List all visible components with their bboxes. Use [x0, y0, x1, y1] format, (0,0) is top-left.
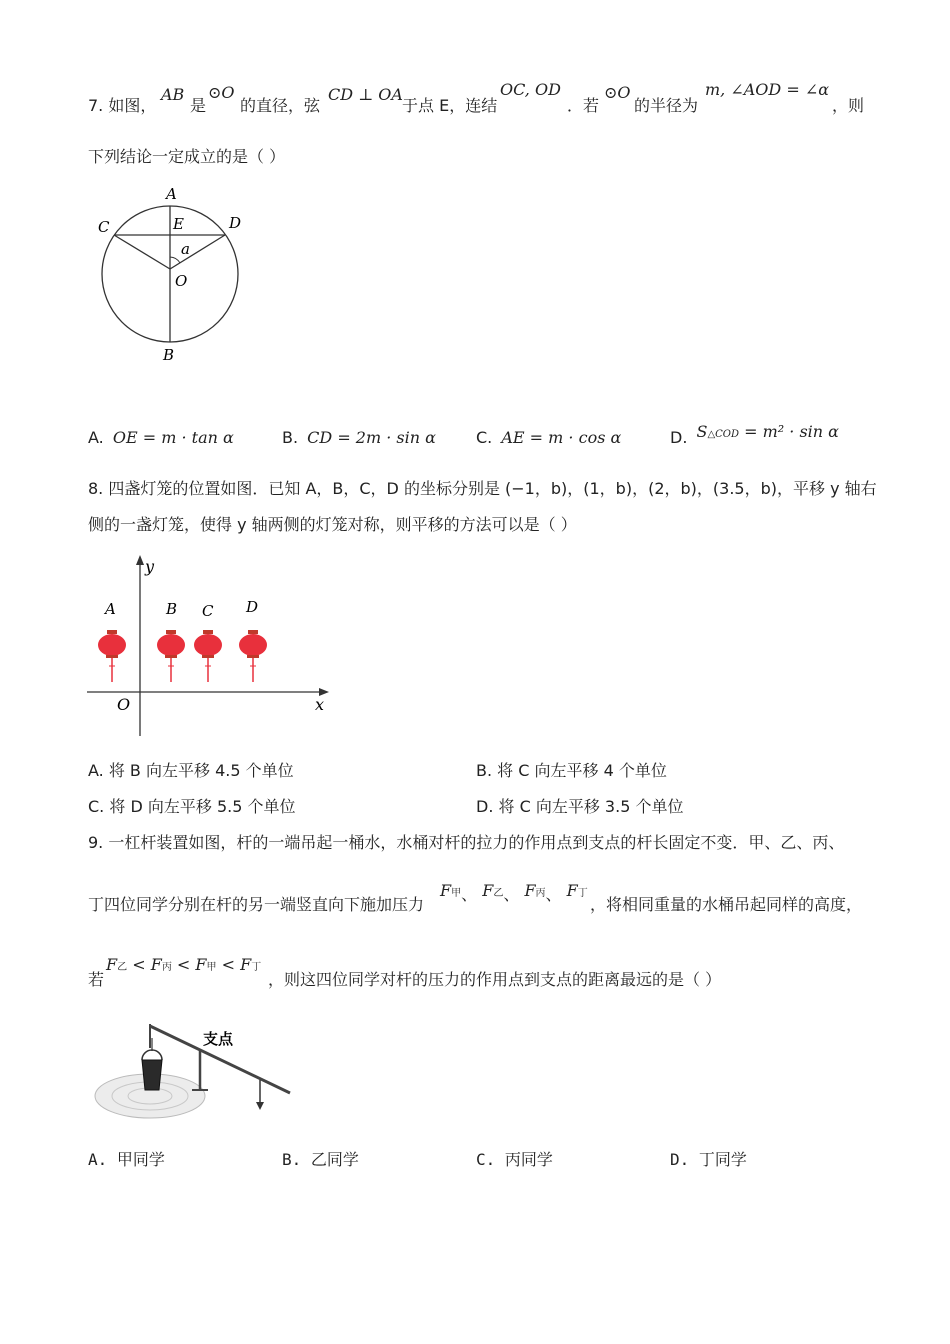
- q7-label-e: E: [173, 215, 184, 233]
- q7-option-c[interactable]: [476, 428, 621, 447]
- q9-line3-pre: 若: [88, 970, 105, 989]
- q9-option-b[interactable]: [282, 1147, 359, 1170]
- q7-cd-perp-oa: CD ⊥ OA: [328, 85, 403, 104]
- q7-circle-figure: [95, 185, 255, 365]
- q7-ab: AB: [161, 85, 185, 104]
- option-expr-sub: △COD: [707, 429, 740, 440]
- q7-comma-then: ，则: [832, 96, 865, 115]
- q7-option-b[interactable]: [282, 428, 436, 447]
- q7-m-angle: m, ∠AOD = ∠α: [705, 80, 830, 99]
- q9-bucket-handle: [142, 1050, 162, 1060]
- force-sub-jia: 甲: [451, 888, 462, 899]
- q7-oc-od: OC, OD: [500, 80, 561, 99]
- q7-label-b: B: [163, 346, 175, 364]
- q7-line2: 下列结论一定成立的是（ ）: [88, 147, 286, 166]
- ineq-sub: 丁: [251, 962, 262, 973]
- q8-label-b: B: [166, 600, 178, 618]
- q8-label-c: C: [202, 602, 214, 620]
- option-label: A.: [88, 1150, 108, 1169]
- q9-fulcrum-label: 支点: [203, 1030, 234, 1048]
- q9-line3-post: ，则这四位同学对杆的压力的作用点到支点的距离最远的是（ ）: [268, 970, 722, 989]
- option-expr-s: S: [696, 422, 708, 441]
- q7-radius-text: 的半径为: [634, 96, 699, 115]
- force-sub-ding: 丁: [577, 888, 588, 899]
- q9-line1: 9. 一杠杆装置如图，杆的一端吊起一桶水，水桶对杆的拉力的作用点到支点的杆长固定不变．甲、乙、丙、: [88, 833, 845, 852]
- q7-label-a: A: [166, 185, 177, 203]
- q7-ruo: ．若: [567, 96, 600, 115]
- q9-line2-post: ，将相同重量的水桶吊起同样的高度，: [590, 895, 863, 914]
- option-text: 丁同学: [698, 1150, 747, 1169]
- option-label: D.: [476, 797, 494, 816]
- option-expr: OE = m · tan α: [112, 428, 234, 447]
- q7-option-a[interactable]: [88, 428, 234, 447]
- q8-option-a[interactable]: [88, 758, 294, 781]
- q9-forces: F甲、 F乙、 F丙、 F丁: [440, 881, 588, 904]
- option-text: 丙同学: [504, 1150, 553, 1169]
- option-label: B.: [282, 428, 299, 447]
- q7-circle-o: ⊙O: [208, 83, 235, 102]
- q7-diameter-text: 的直径，弦: [240, 96, 321, 115]
- q8-line1: 8. 四盏灯笼的位置如图．已知 A，B，C，D 的坐标分别是 (−1，b)，(1，b)，(2，b)，(3.5，b)，平移 y 轴右: [88, 479, 877, 498]
- option-text: 乙同学: [310, 1150, 359, 1169]
- option-text: 将 C 向左平移 3.5 个单位: [498, 797, 684, 816]
- q7-label-d: D: [229, 214, 242, 232]
- q7-shi: 是: [190, 96, 207, 115]
- option-label: D.: [670, 1150, 690, 1169]
- q8-lantern-figure: [85, 552, 335, 742]
- option-expr: AE = m · cos α: [501, 428, 622, 447]
- q8-option-b[interactable]: [476, 758, 667, 781]
- q9-option-d[interactable]: [670, 1147, 747, 1170]
- option-label: C.: [476, 428, 493, 447]
- force-sub-bing: 丙: [535, 888, 546, 899]
- q7-segment-od: [170, 235, 225, 269]
- option-label: B.: [282, 1150, 302, 1169]
- q9-option-a[interactable]: [88, 1147, 165, 1170]
- option-label: A.: [88, 761, 104, 780]
- q7-segment-oc: [114, 235, 170, 269]
- option-text: 将 C 向左平移 4 个单位: [497, 761, 667, 780]
- q8-label-o: O: [117, 695, 131, 714]
- q9-option-c[interactable]: [476, 1147, 553, 1170]
- q9-bucket: [142, 1060, 162, 1090]
- q8-line2: 侧的一盏灯笼，使得 y 轴两侧的灯笼对称，则平移的方法可以是（ ）: [88, 515, 577, 534]
- q8-lantern-a: [98, 630, 126, 682]
- q7-at-point-e: 于点 E，连结: [402, 96, 498, 115]
- q9-line2-pre: 丁四位同学分别在杆的另一端竖直向下施加压力: [88, 895, 425, 914]
- force-sep: 、: [503, 885, 520, 904]
- q9-lever-figure: [88, 1018, 298, 1123]
- ineq-sub: 乙: [117, 962, 128, 973]
- option-label: C.: [476, 1150, 496, 1169]
- option-label: A.: [88, 428, 104, 447]
- q8-label-a: A: [105, 600, 116, 618]
- force-sep: 、: [545, 885, 562, 904]
- q7-angle-arc: [170, 257, 180, 263]
- q8-label-y: y: [145, 557, 155, 576]
- option-text: 将 B 向左平移 4.5 个单位: [108, 761, 294, 780]
- ineq-sub: 甲: [206, 962, 217, 973]
- q8-lantern-c: [194, 630, 222, 682]
- q8-option-c[interactable]: [88, 794, 295, 817]
- option-expr: CD = 2m · sin α: [307, 428, 436, 447]
- q8-y-arrow: [136, 555, 144, 565]
- q8-lantern-b: [157, 630, 185, 682]
- q7-label-o: O: [175, 272, 188, 290]
- q7-number: 7. 如图，: [88, 96, 157, 115]
- q8-option-d[interactable]: [476, 794, 683, 817]
- option-label: C.: [88, 797, 105, 816]
- q7-option-d[interactable]: [670, 422, 839, 447]
- option-label: D.: [670, 428, 688, 447]
- q7-circle-o-2: ⊙O: [604, 83, 631, 102]
- ineq-sub: 丙: [161, 962, 172, 973]
- q7-label-c: C: [98, 218, 110, 236]
- option-text: 甲同学: [116, 1150, 165, 1169]
- option-text: 将 D 向左平移 5.5 个单位: [109, 797, 296, 816]
- option-label: B.: [476, 761, 493, 780]
- q8-lantern-d: [239, 630, 267, 682]
- force-sep: 、: [461, 885, 478, 904]
- option-expr-rest: = m² · sin α: [744, 422, 839, 441]
- q7-line1: [88, 93, 156, 116]
- q8-label-d: D: [246, 598, 259, 616]
- q7-label-alpha: a: [181, 240, 190, 258]
- q8-label-x: x: [315, 695, 325, 714]
- force-sub-yi: 乙: [493, 888, 504, 899]
- q9-inequality: F乙 < F丙 < F甲 < F丁: [106, 955, 262, 974]
